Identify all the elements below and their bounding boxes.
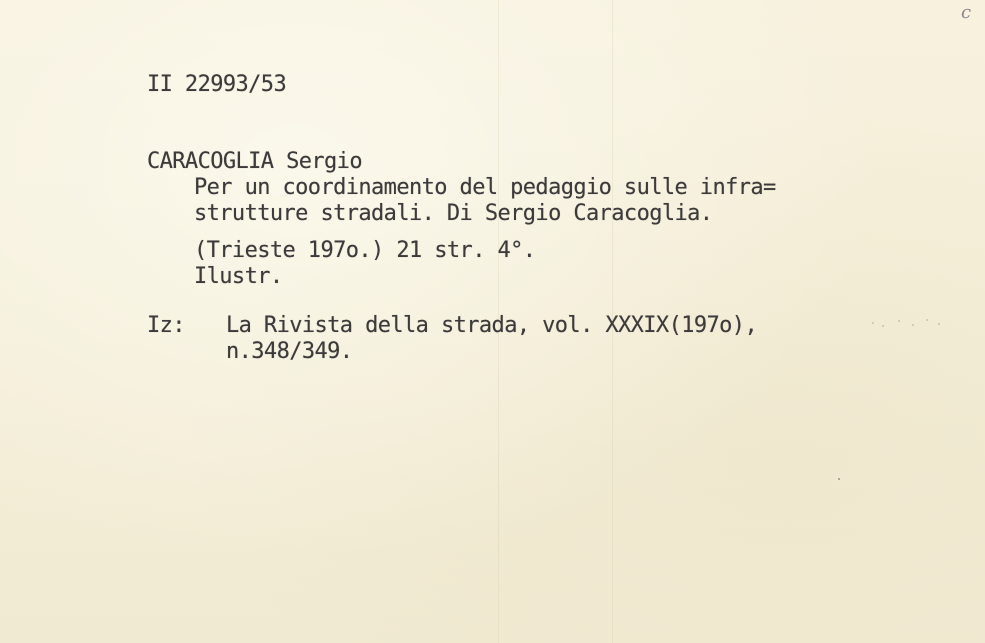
faded-ink-specks [868, 316, 948, 330]
source-line-1: La Rivista della strada, vol. XXXIX(197o), [226, 313, 758, 338]
imprint: (Trieste 197o.) 21 str. 4°. [194, 238, 536, 263]
title-line-2: strutture stradali. Di Sergio Caracoglia. [194, 201, 713, 226]
title-line-1: Per un coordinamento del pedaggio sulle infra= [194, 175, 776, 200]
source-line-2: n.348/349. [226, 339, 353, 364]
source-label: Iz: [147, 313, 185, 338]
ink-dot [838, 478, 840, 480]
illustrations-note: Ilustr. [194, 264, 283, 289]
author-heading: CARACOGLIA Sergio [147, 149, 362, 174]
call-number: II 22993/53 [147, 72, 287, 97]
corner-pencil-mark: c [961, 2, 972, 23]
